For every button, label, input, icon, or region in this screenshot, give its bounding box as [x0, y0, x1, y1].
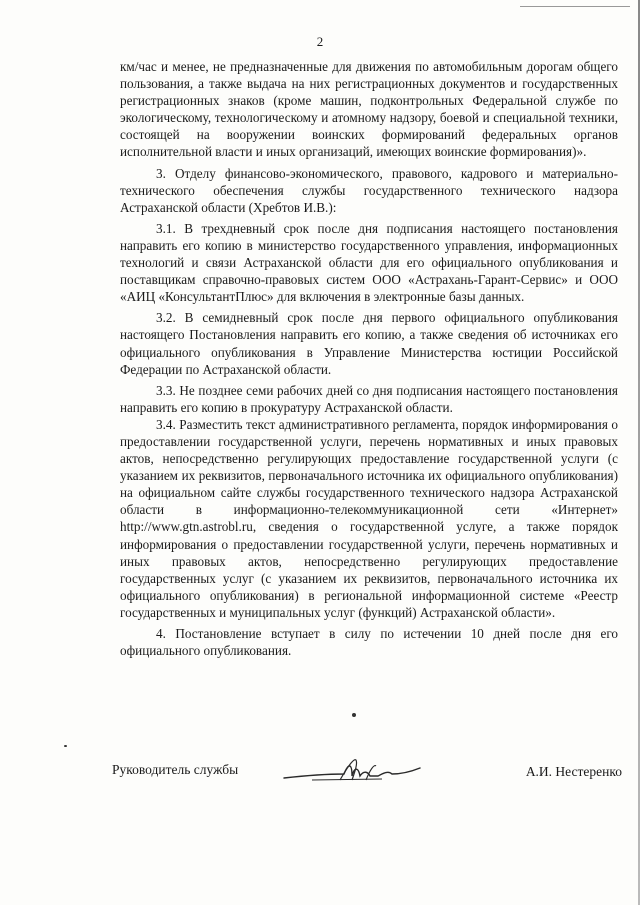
paragraph-item-4: 4. Постановление вступает в силу по истечении 10 дней после дня его официального опубликования. [120, 626, 618, 659]
ink-dot [352, 713, 356, 717]
signatory-role: Руководитель службы [112, 762, 239, 777]
ink-speck [64, 745, 67, 747]
signature-block [112, 758, 622, 798]
document-body [120, 58, 618, 659]
handwritten-signature-icon [282, 750, 422, 790]
page-number: 2 [316, 34, 324, 49]
paragraph-continuation: км/час и менее, не предназначенные для движения по автомобильным дорогам общего пользования, а также выдача на них регистрационных документов и государственных регистрационных знаков (кроме машин, подконтрольных Федеральной службе по экологическому, технологическому и атомному надзору, боевой и специальной техники, состоящей на вооружении воинских формирований федеральных органов исполнительной власти и иных организаций, имеющих воинские формирования)». [120, 59, 618, 160]
scan-top-line [520, 6, 630, 7]
paragraph-item-3-1: 3.1. В трехдневный срок после дня подписания настоящего постановления направить его копию в министерство государственного управления, информационных технологий и связи Астраханской области для его официального опубликования и поставщикам справочно-правовых систем ООО «Астрахань-Гарант-Сервис» и ООО «АИЦ «КонсультантПлюс» для включения в электронные базы данных. [120, 220, 618, 305]
paragraph-item-3: 3. Отделу финансово-экономического, правового, кадрового и материально-технического обеспечения службы государственного технического надзора Астраханской области (Хребтов И.В.): [120, 165, 618, 215]
signatory-name: А.И. Нестеренко [525, 764, 622, 779]
paragraph-item-3-3: 3.3. Не позднее семи рабочих дней со дня подписания настоящего постановления направить его копию в прокуратуру Астраханской области. [120, 382, 618, 415]
paragraph-item-3-2: 3.2. В семидневный срок после дня первого официального опубликования настоящего Постановления направить его копию, а также сведения об источниках его официального опубликования в Управление Министерства юстиции Российской Федерации по Астраханской области. [120, 310, 618, 377]
paragraph-item-3-4: 3.4. Разместить текст административного регламента, порядок информирования о предоставлении государственной услуги, перечень нормативных и иных правовых актов, непосредственно регулирующих предоставление государственной услуги (с указанием их реквизитов, первоначального источника их официального опубликования) на официальном сайте службы государственного технического надзора Астраханской области в информационно-телекоммуникационной сети «Интернет» http://www.gtn.astrobl.ru, сведения о государственной услуге, а также порядок информирования о предоставлении государственной услуги, перечень нормативных и иных правовых актов, непосредственно регулирующих предоставление государственных услуг (с указанием их реквизитов, первоначального источника их официального опубликования) в региональной информационной системе «Реестр государственных и муниципальных услуг (функций) Астраханской области». [120, 416, 618, 620]
